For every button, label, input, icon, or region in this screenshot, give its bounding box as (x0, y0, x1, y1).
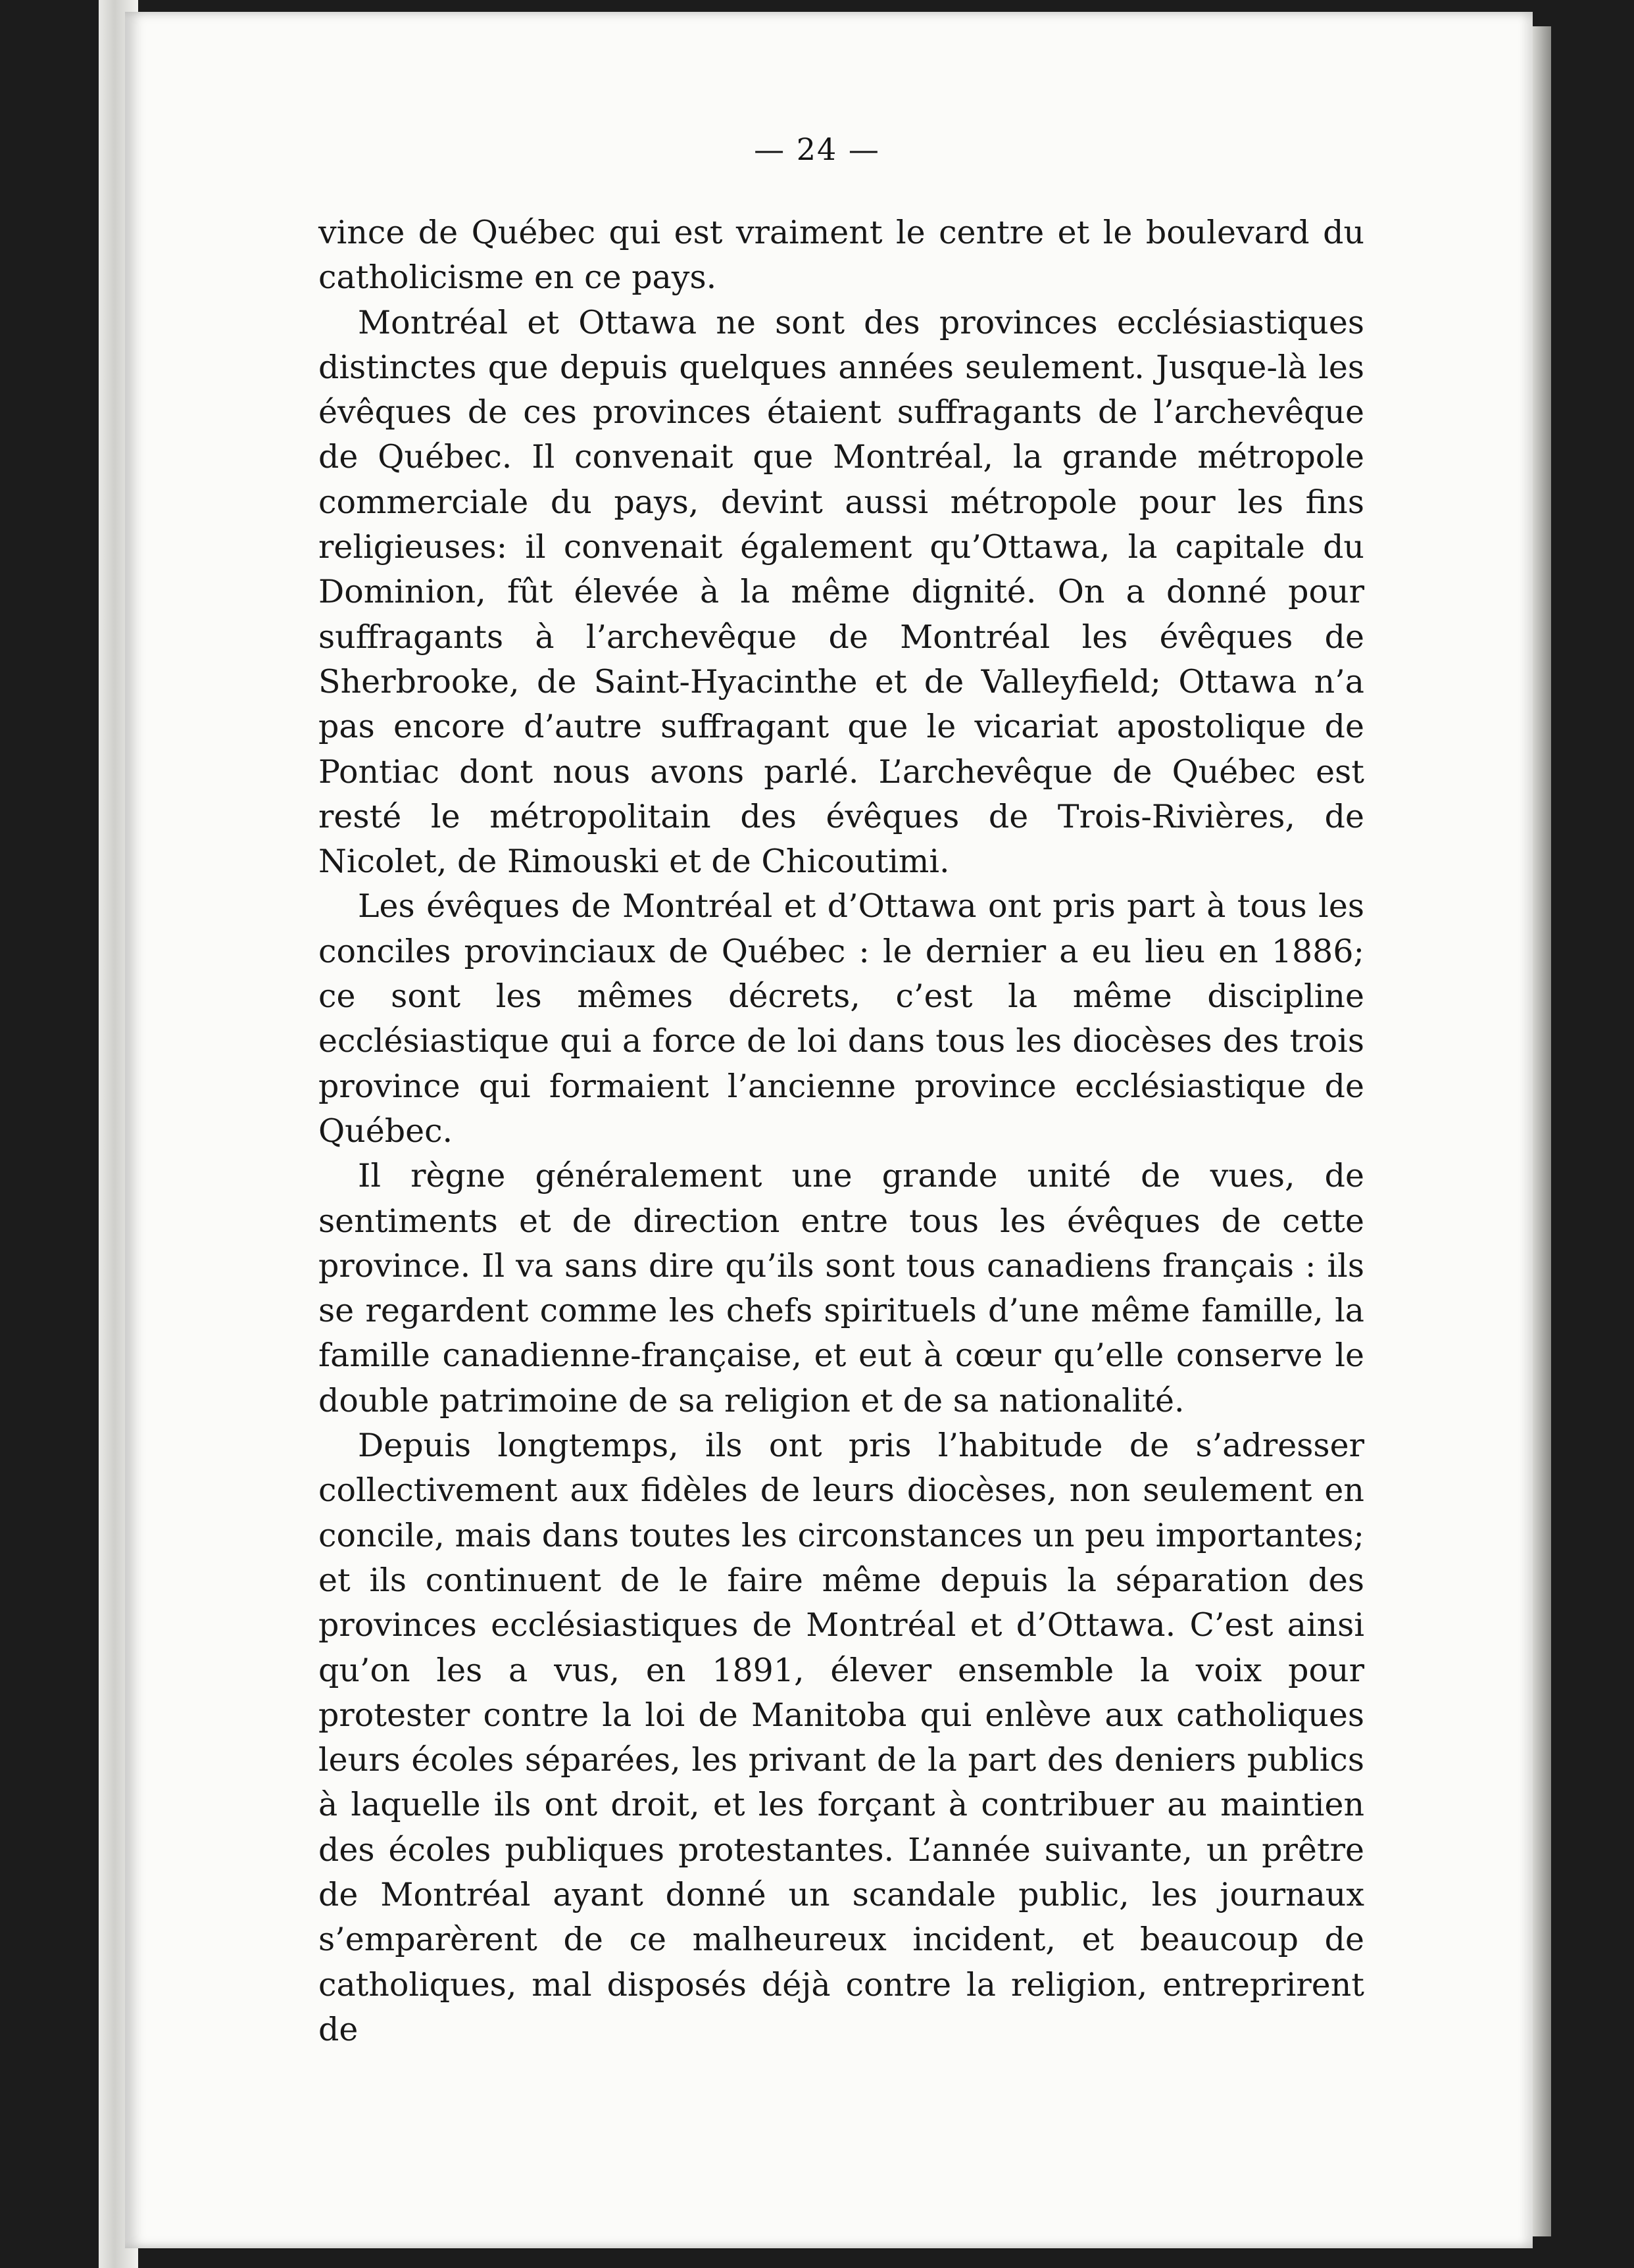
paragraph-continuation: vince de Québec qui est vraiment le centre et le boulevard du catholicisme en ce pays. (318, 214, 1364, 297)
page-edge (1533, 26, 1551, 2236)
page-number: — 24 — (754, 132, 880, 167)
paragraph: Il règne généralement une grande unité de vues, de sentiments et de direction entre tous les évêques de cette province. Il va sans dire qu’ils sont tous canadiens français : ils se regardent comme les chefs spirituels d’une même famille, la famille canadienne-française, et eut à cœur qu’elle conserve le double patrimoine de sa religion et de sa nationalité. (318, 1157, 1364, 1419)
paragraph: Montréal et Ottawa ne sont des provinces ecclésiastiques distinctes que depuis quelques années seulement. Jusque-là les évêques de ces provinces étaient suffragants de l’archevêque de Québec. Il convenait que Montréal, la grande métropole commerciale du pays, devint aussi métropole pour les fins religieuses: il convenait également qu’Ottawa, la capitale du Dominion, fût élevée à la même dignité. On a donné pour suffragants à l’archevêque de Montréal les évêques de Sherbrooke, de Saint-Hyacinthe et de Valleyfield; Ottawa n’a pas encore d’autre suffragant que le vicariat apostolique de Pontiac dont nous avons parlé. L’archevêque de Québec est resté le métropolitain des évêques de Trois-Rivières, de Nicolet, de Rimouski et de Chicoutimi. (318, 303, 1364, 881)
paragraph: Les évêques de Montréal et d’Ottawa ont pris part à tous les conciles provinciaux de Québec : le dernier a eu lieu en 1886; ce sont les mêmes décrets, c’est la même discipline ecclésiastique qui a force de loi dans tous les diocèses des trois province qui formaient l’ancienne province ecclésiastique de Québec. (318, 887, 1364, 1150)
body-text (318, 210, 1364, 2052)
paragraph: Depuis longtemps, ils ont pris l’habitude de s’adresser collectivement aux fidèles de leurs diocèses, non seulement en concile, mais dans toutes les circonstances un peu importantes; et ils continuent de le faire même depuis la séparation des provinces ecclésiastiques de Montréal et d’Ottawa. C’est ainsi qu’on les a vus, en 1891, élever ensemble la voix pour protester contre la loi de Manitoba qui enlève aux catholiques leurs écoles séparées, les privant de la part des deniers publics à laquelle ils ont droit, et les forçant à contribuer au maintien des écoles publiques protestantes. L’année suivante, un prêtre de Montréal ayant donné un scandale public, les journaux s’emparèrent de ce malheureux incident, et beaucoup de catholiques, mal disposés déjà contre la religion, entreprirent de (318, 1427, 1364, 2048)
